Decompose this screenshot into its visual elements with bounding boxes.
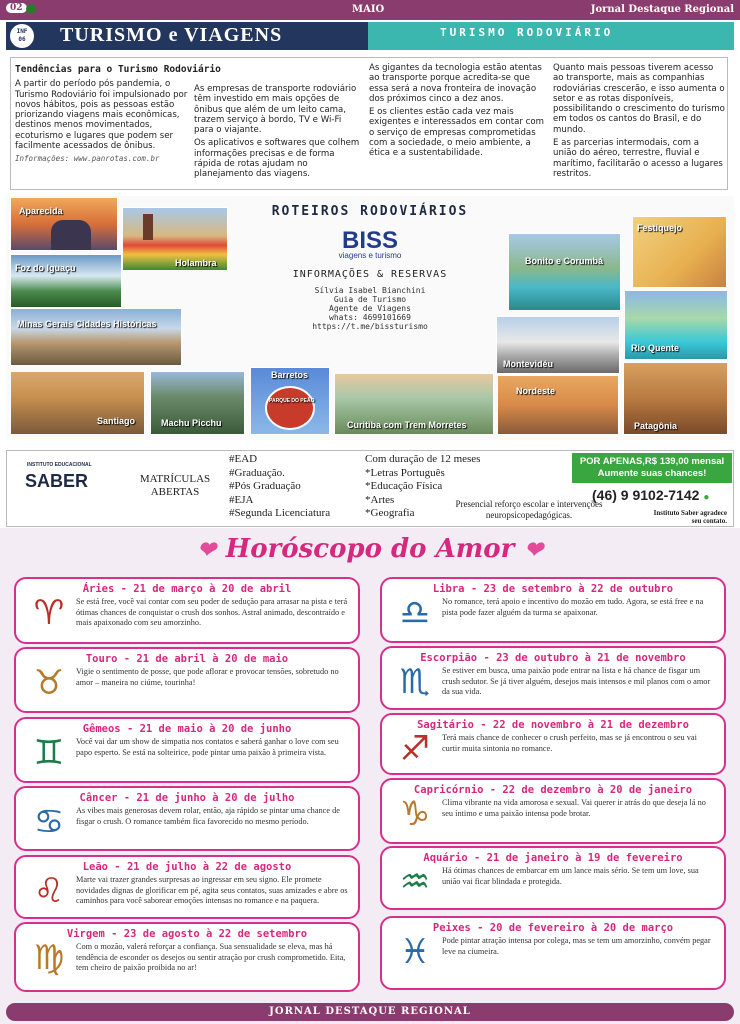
section-subtitle-block (368, 22, 734, 50)
sign-text: As vibes mais generosas devem rolar, então, aja rápido se pintar uma chance de fisgar o crush. O romance também fica favorecido no mesmo período. (76, 806, 340, 826)
sign-title: Peixes - 20 de fevereiro à 20 de março (432, 922, 674, 934)
destination-label: Nordeste (516, 386, 556, 396)
logo-subtext: viagens e turismo (338, 251, 402, 260)
phone-number: (46) 9 9102-7142 (592, 487, 700, 503)
horoscope-title: Horóscopo do Amor (225, 534, 515, 564)
barretos-sign: PARQUE DO PEÃO (269, 398, 315, 404)
horoscope-card (380, 577, 726, 643)
destination-label: Barretos (271, 370, 309, 380)
sign-title: Áries - 21 de março à 20 de abril (82, 583, 292, 595)
footer-bar: JORNAL DESTAQUE REGIONAL (6, 1003, 734, 1021)
course-item: *Geografia (365, 507, 415, 519)
destination-label: Montevidéu (503, 359, 554, 369)
horoscope-card (380, 713, 726, 775)
promo-banner: POR APENAS,R$ 139,00 mensal Aumente suas chances! (572, 453, 732, 483)
photo-barretos (250, 367, 330, 435)
saber-logo (25, 462, 92, 492)
aries-icon: ♈ (33, 593, 65, 633)
sign-text: Clima vibrante na vida amorosa e sexual. Vai querer ir atrás do que deseja lá no seu íntimo e uma paixão intensa pode brotar. (442, 798, 706, 818)
course-item: Com duração de 12 meses (365, 453, 481, 465)
horoscope-title-row (0, 534, 740, 564)
presencial-text: Presencial reforço escolar e intervenções neuropsicopedagógicas. (455, 499, 603, 520)
photo-rio-quente (624, 290, 728, 360)
horoscope-card (14, 922, 360, 992)
hearts-icon: ❤ (524, 537, 543, 563)
destination-label: Minas Gerais Cidades Históricas (17, 319, 157, 329)
photo-patagonia (623, 362, 728, 435)
contact-role-1: Guia de Turismo (333, 295, 407, 304)
contact-name: Sílvia Isabel Bianchini (314, 286, 426, 295)
photo-santiago (10, 371, 145, 435)
destination-label: Foz do Iguaçu (15, 263, 76, 273)
photo-curitiba (334, 373, 494, 435)
sign-title: Gêmeos - 21 de maio à 20 de junho (82, 723, 292, 735)
course-item: #EJA (229, 493, 254, 506)
biss-logo (245, 227, 495, 260)
gemini-icon: ♊ (33, 733, 65, 773)
horoscope-card (380, 646, 726, 710)
contact-link[interactable]: https://t.me/bissturismo (312, 322, 428, 331)
horoscope-card (14, 786, 360, 851)
logo-text: BISS (341, 227, 398, 254)
article-paragraph: Os aplicativos e softwares que colhem informações precisas e de forma rápida de rotas ajudam no planejamento das viagens. (194, 138, 360, 180)
contact-whatsapp: whats: 4699101669 (329, 313, 411, 322)
destination-label: Rio Quente (631, 343, 680, 353)
course-item: *Artes (365, 493, 395, 506)
sagittarius-icon: ♐ (399, 729, 431, 769)
sign-title: Aquário - 21 de janeiro à 19 de fevereiro (423, 852, 683, 864)
sign-text: Terá mais chance de conhecer o crush perfeito, mas se já encontrou o seu vai curtir muita sintonia no romance. (442, 733, 697, 753)
top-bar (0, 0, 740, 20)
course-item: #Segunda Licenciatura (229, 507, 331, 519)
badge-line2: 06 (18, 36, 26, 43)
horoscope-card (14, 717, 360, 783)
article-col-4 (553, 63, 725, 182)
sign-title: Virgem - 23 de agosto à 22 de setembro (66, 928, 308, 940)
destination-label: Aparecida (19, 206, 63, 216)
horoscope-card (380, 916, 726, 990)
taurus-icon: ♉ (33, 663, 65, 703)
article-col-3 (369, 63, 547, 162)
article-col-1 (15, 62, 221, 168)
sign-title: Libra - 23 de setembro à 22 de outubro (432, 583, 674, 595)
photo-montevideu (496, 316, 620, 374)
ad-contact (245, 286, 495, 331)
destination-label: Santiago (97, 416, 136, 426)
article-col-2 (194, 84, 360, 183)
virgo-icon: ♍ (33, 938, 65, 978)
horoscope-card (380, 846, 726, 910)
sign-text: Marte vai trazer grandes surpresas ao ingressar em seu signo. Ele promete novidades dignas de glorificar em pé, agita seus contatos, suas amizades e abre os caminhos para você saborear emoções intensas no romance e na paquera. (76, 875, 348, 906)
sign-text: Vigie o sentimento de posse, que pode aflorar e provocar tensões, sobretudo no amor – maneira no ciúme, tourinha! (76, 667, 339, 687)
sign-title: Escorpião - 23 de outubro à 21 de novembro (420, 652, 686, 664)
destination-label: Curitiba com Trem Morretes (347, 420, 467, 430)
saber-logo-small: INSTITUTO EDUCACIONAL (27, 462, 92, 468)
article-paragraph: As empresas de transporte rodoviário têm investido em mais opções de ônibus que além de um leito cama, trazem serviço à bordo, TV e Wi-Fi para o viajante. (194, 84, 357, 136)
page-number: 02 (6, 3, 27, 13)
horoscope-card (14, 647, 360, 713)
capricorn-icon: ♑ (399, 794, 431, 834)
photo-aparecida (10, 197, 118, 251)
saber-phone (592, 487, 709, 503)
section-title: TURISMO e VIAGENS (60, 24, 283, 46)
sign-title: Touro - 21 de abril à 20 de maio (85, 653, 289, 665)
sign-text: Há ótimas chances de embarcar em um lance mais sério. Se tem um love, sua união vai ficar blindada e protegida. (442, 866, 699, 886)
saber-ad (6, 450, 734, 527)
destination-label: Patagônia (634, 421, 678, 431)
course-item: #EAD (229, 453, 258, 465)
photo-nordeste (497, 375, 619, 435)
saber-thanks: Instituto Saber agradece seu contato. (653, 509, 727, 525)
article-paragraph: E os clientes estão cada vez mais exigentes e interessados em contar com o serviço de empresas comprometidas com a sociedade, o meio ambiente, a ética e a sustentabilidade. (369, 107, 545, 159)
sign-text: Pode pintar atração intensa por colega, mas se tem um amorzinho, convém pegar leve na ciumeira. (442, 936, 711, 956)
sign-title: Leão - 21 de julho à 22 de agosto (82, 861, 292, 873)
section-badge (10, 24, 34, 48)
horoscope-card (14, 577, 360, 644)
horoscope-card (14, 855, 360, 919)
ad-title: ROTEIROS RODOVIÁRIOS (271, 204, 469, 219)
destination-label: Festiquejo (637, 223, 683, 233)
course-item: #Graduação. (229, 466, 285, 479)
biss-ad-center (245, 200, 495, 350)
course-item: #Pós Graduação (229, 480, 301, 492)
aquarius-icon: ♒ (399, 862, 431, 902)
whatsapp-icon: ● (703, 492, 710, 503)
ad-info: INFORMAÇÕES & RESERVAS (292, 269, 448, 280)
saber-logo-text: SABER (25, 471, 89, 491)
article-paragraph: As gigantes da tecnologia estão atentas ao transporte porque acredita-se que essa será a nova fronteira de inovação dos próximos cinco a dez anos. (369, 63, 542, 104)
article-box (10, 57, 728, 190)
article-source: Informações: www.panrotas.com.br (15, 154, 160, 164)
article-paragraph: E as parcerias intermodais, com a união do aéreo, terrestre, fluvial e marítimo, facilitarão o acesso a lugares restritos. (553, 138, 723, 179)
section-subtitle: TURISMO RODOVIÁRIO (440, 26, 614, 39)
contact-role-2: Agente de Viagens (329, 304, 411, 313)
destination-label: Machu Picchu (161, 418, 222, 428)
article-headline: Tendências para o Turismo Rodoviário (15, 64, 221, 75)
destination-label: Holambra (175, 258, 217, 268)
course-item: *Educação Física (365, 480, 443, 492)
sign-text: Se estiver em busca, uma paixão pode entrar na lista e há chance de fisgar um crush sedutor. Se já tiver alguém, desejos mais intensos e mil planos com o amor da sua vida. (442, 666, 711, 697)
horoscope-card (380, 778, 726, 844)
photo-holambra (122, 207, 228, 271)
pisces-icon: ♓ (399, 932, 431, 972)
hearts-icon: ❤ (197, 537, 216, 563)
matriculas-label: MATRÍCULAS ABERTAS (139, 473, 211, 498)
badge-line1: INF (16, 28, 28, 35)
flag-icon (26, 4, 36, 14)
destination-label: Bonito e Corumbá (525, 256, 603, 266)
sign-title: Capricórnio - 22 de dezembro à 20 de janeiro (413, 784, 693, 796)
article-paragraph: A partir do período pós pandemia, o Turismo Rodoviário foi impulsionado por novos hábitos, pois as pessoas estão priorizando viagens mais econômicas, destinos menos movimentados, ecoturismo e lugares que podem ser facilmente acessados de ônibus. (15, 79, 188, 152)
course-item: *Letras Português (365, 466, 445, 479)
photo-foz-do-iguacu (10, 254, 122, 308)
photo-minas-gerais (10, 308, 182, 366)
sign-text: No romance, terá apoio e incentivo do mozão em tudo. Agora, se está free e na pista pode fazer alguém da turma se apaixonar. (442, 597, 704, 617)
sign-text: Com o mozão, valerá reforçar a confiança. Sua sensualidade se eleva, mas há tendência de esconder os desejos ou sentir atração por crush comprometido. Eita, tem cheiro de paixão proibida no ar! (76, 942, 346, 973)
photo-bonito (508, 233, 621, 311)
section-title-block (6, 22, 368, 50)
scorpio-icon: ♏ (399, 662, 431, 702)
leo-icon: ♌ (33, 871, 65, 911)
sign-title: Câncer - 21 de junho à 20 de julho (79, 792, 295, 804)
article-paragraph: Quanto mais pessoas tiverem acesso ao transporte, mais as companhias rodoviárias crescerão, e isso aumenta o setor e as rotas disponíveis, possibilitando o crescimento do turismo em todos os cantos do Brasil, e do mundo. (553, 63, 725, 135)
section-bar (6, 22, 734, 50)
sign-text: Você vai dar um show de simpatia nos contatos e saberá ganhar o love com seu papo esperto. Se está na solteirice, pode pintar uma paixão à primeira vista. (76, 737, 339, 757)
libra-icon: ♎ (399, 593, 431, 633)
cancer-icon: ♋ (33, 802, 65, 842)
sign-text: Se está free, você vai contar com seu poder de sedução para arrasar na pista e terá ótimas chances de conquistar o crush dos sonhos. Astral animado, descontraído e mais apaixonado com seu amorzinho. (76, 597, 348, 628)
photo-machu-picchu (150, 371, 245, 435)
journal-name: Jornal Destaque Regional (590, 4, 734, 15)
courses-list-1 (229, 453, 330, 521)
month-label: MAIO (352, 4, 385, 15)
photo-festiquejo (632, 216, 727, 288)
sign-title: Sagitário - 22 de novembro à 21 de dezembro (417, 719, 689, 731)
